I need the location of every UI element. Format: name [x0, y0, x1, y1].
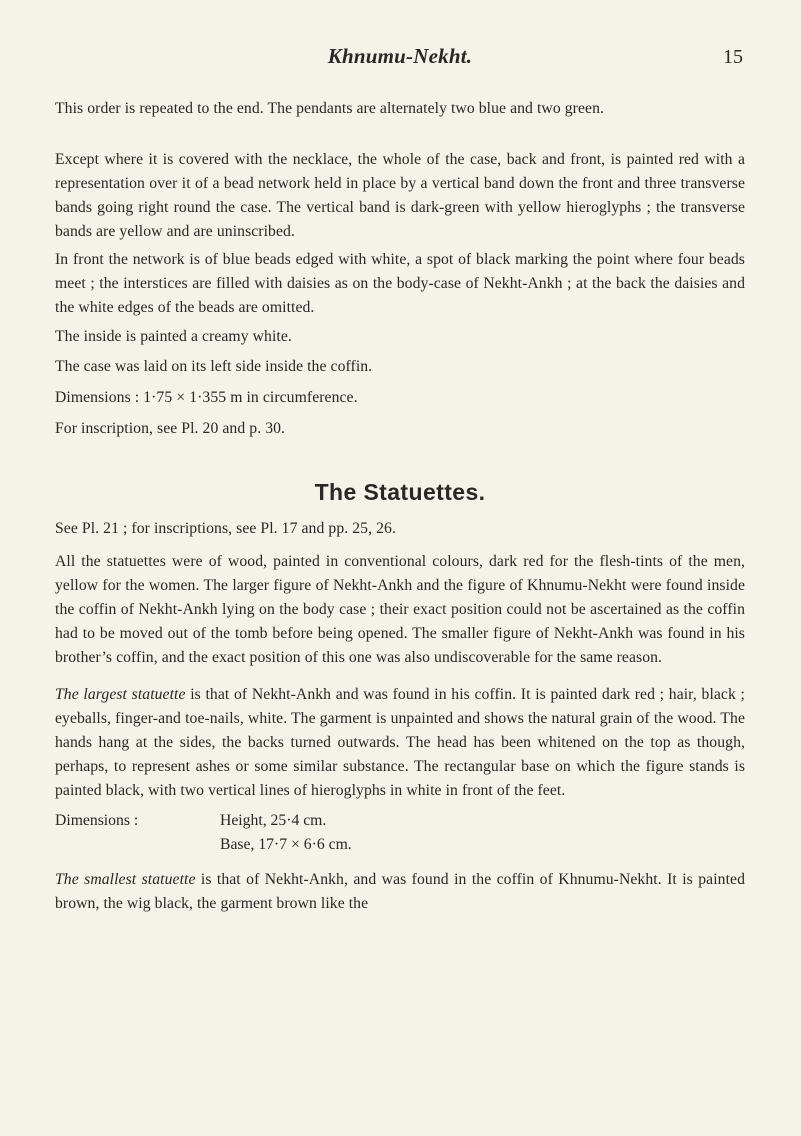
- section-intro: [55, 517, 745, 541]
- dimension-height: Height, 25·4 cm.: [220, 812, 327, 829]
- running-title: Khnumu-Nekht.: [327, 44, 473, 68]
- paragraph-2: [55, 148, 745, 244]
- smallest-statuette-description: is that of Nekht-Ankh, and was found in the coffin of Khnumu-Nekht. It is painted brown, the wig black, the garment brown like the: [55, 871, 745, 912]
- paragraph-4: [55, 325, 745, 349]
- page-header: [55, 44, 745, 84]
- paragraph-3: [55, 248, 745, 320]
- smallest-statuette-paragraph: [55, 868, 745, 916]
- largest-statuette-description: is that of Nekht-Ankh and was found in his coffin. It is painted dark red ; hair, black ; eyeballs, finger-and toe-nails, white. The garment is unpainted and shows the natural grain of the wood. The hands hang at the sides, the backs turned outwards. The head has been whitened on the top as though, perhaps, to represent ashes or some similar substance. The rectangular base on which the figure stands is painted black, with two vertical lines of hieroglyphs in white in front of the feet.: [55, 686, 745, 799]
- dimension-base: Base, 17·7 × 6·6 cm.: [220, 836, 352, 853]
- smallest-statuette-title: The smallest statuette: [55, 871, 196, 888]
- largest-statuette-title: The largest statuette: [55, 686, 186, 703]
- statuette-dimensions: [55, 809, 745, 857]
- largest-statuette-paragraph: [55, 683, 745, 803]
- paragraph-text: In front the network is of blue beads edged with white, a spot of black marking the point where four beads meet ; the interstices are filled with daisies as on the body-case of Nekht-Ankh ; at the back the daisies and the white edges of the beads are omitted.: [55, 251, 745, 316]
- dimensions-label: Dimensions :: [55, 812, 139, 829]
- statuettes-paragraph: [55, 550, 745, 670]
- dimensions-spacer: [55, 833, 220, 857]
- section-heading: The Statuettes.: [314, 479, 486, 505]
- dimension-row-base: [55, 833, 745, 857]
- paragraph-1: [55, 97, 745, 121]
- paragraph-text: The inside is painted a creamy white.: [55, 328, 292, 345]
- paragraph-text: Except where it is covered with the necklace, the whole of the case, back and front, is painted red with a representation over it of a bead network held in place by a vertical band down the front and three transverse bands going right round the case. The vertical band is dark-green with yellow hieroglyphs ; the transverse bands are yellow and are uninscribed.: [55, 151, 745, 240]
- page-number: 15: [723, 46, 743, 68]
- dimension-row-height: [55, 809, 745, 833]
- paragraph-5: [55, 355, 745, 379]
- paragraph-text: The case was laid on its left side inside the coffin.: [55, 358, 373, 375]
- paragraph-text: [55, 683, 745, 803]
- paragraph-text: [55, 868, 745, 916]
- paragraph-text: All the statuettes were of wood, painted in conventional colours, dark red for the flesh-tints of the men, yellow for the women. The larger figure of Nekht-Ankh and the figure of Khnumu-Nekht were found inside the coffin of Nekht-Ankh lying on the body case ; their exact position could not be ascertained as the coffin had to be moved out of the tomb before being opened. The smaller figure of Nekht-Ankh was found in his brother’s coffin, and the exact position of this one was also undiscoverable for the same reason.: [55, 553, 745, 666]
- paragraph-text: Dimensions : 1·75 × 1·355 m in circumference.: [55, 389, 358, 406]
- paragraph-text: For inscription, see Pl. 20 and p. 30.: [55, 420, 286, 437]
- paragraph-text: This order is repeated to the end. The pendants are alternately two blue and two green.: [55, 100, 604, 117]
- paragraph-text: See Pl. 21 ; for inscriptions, see Pl. 17 and pp. 25, 26.: [55, 520, 396, 537]
- paragraph-6: [55, 386, 745, 410]
- paragraph-7: [55, 417, 745, 441]
